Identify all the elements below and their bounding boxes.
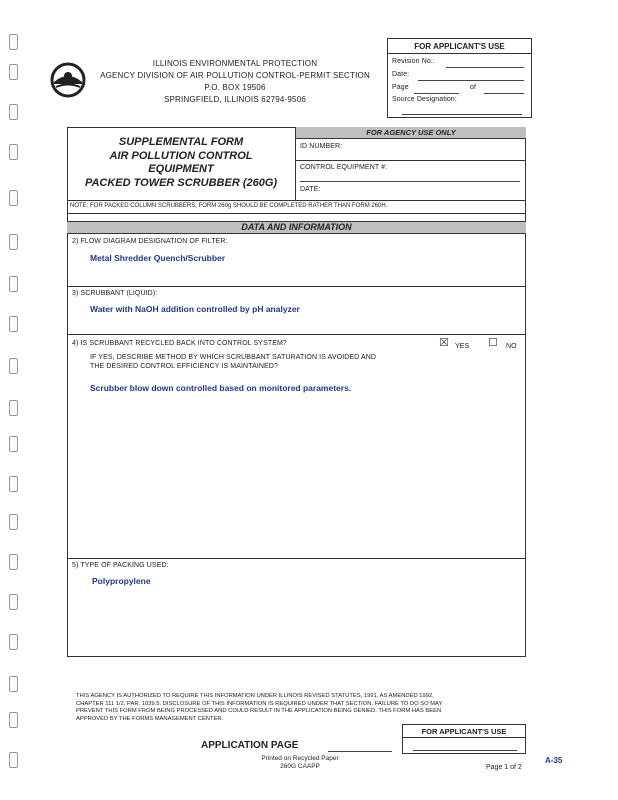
disclaimer-line: PREVENT THIS FORM FROM BEING PROCESSED AND COULD RESULT IN THE APPLICATION BEING DENIED. THIS FORM HAS BEEN xyxy=(76,708,442,714)
printed-line: Printed on Recycled Paper xyxy=(261,755,339,762)
binder-hole xyxy=(9,676,18,692)
page-of-total: Page 1 of 2 xyxy=(486,764,522,771)
binder-hole xyxy=(9,276,18,292)
q2-label: 2) FLOW DIAGRAM DESIGNATION OF FILTER: xyxy=(72,238,228,245)
q4-label: 4) IS SCRUBBANT RECYCLED BACK INTO CONTROL SYSTEM? xyxy=(72,340,287,347)
q4-sub-line: IF YES, DESCRIBE METHOD BY WHICH SCRUBBANT SATURATION IS AVOIDED AND xyxy=(90,354,377,361)
application-page-field[interactable] xyxy=(328,751,392,752)
q4-sub-line: THE DESIRED CONTROL EFFICIENCY IS MAINTAINED? xyxy=(90,363,278,370)
page-field[interactable] xyxy=(414,93,459,94)
agency-line: SPRINGFIELD, ILLINOIS 62794-9506 xyxy=(163,95,307,104)
footer-applicant-title: FOR APPLICANT'S USE xyxy=(421,727,507,736)
applicant-date-label: Date: xyxy=(392,71,410,78)
form-title-line: EQUIPMENT xyxy=(148,163,214,175)
binder-hole xyxy=(9,190,18,206)
no-checkbox[interactable]: ☐ xyxy=(488,337,498,349)
q4-answer[interactable]: Scrubber blow down controlled based on monitored parameters. xyxy=(90,383,352,393)
form-title-line: AIR POLLUTION CONTROL xyxy=(109,149,253,162)
footer-applicant-box xyxy=(402,724,526,754)
printed-note xyxy=(235,755,365,771)
form-note: NOTE: FOR PACKED COLUMN SCRUBBERS, FORM 260g SHOULD BE COMPLETED RATHER THAN FORM 260H. xyxy=(70,203,388,209)
control-equipment-field[interactable] xyxy=(300,181,520,182)
q2-answer[interactable]: Metal Shredder Quench/Scrubber xyxy=(90,253,226,263)
no-label: NO xyxy=(506,343,517,350)
source-label: Source Designation: xyxy=(392,96,457,103)
binder-hole xyxy=(9,476,18,492)
binder-hole xyxy=(9,144,18,160)
applicant-use-box xyxy=(387,38,532,118)
binder-hole xyxy=(9,554,18,570)
binder-hole xyxy=(9,358,18,374)
of-label: of xyxy=(470,84,477,91)
form-title-line: PACKED TOWER SCRUBBER (260G) xyxy=(84,176,278,189)
form-title-line: SUPPLEMENTAL FORM xyxy=(118,136,244,148)
binder-hole xyxy=(9,752,18,768)
page-number: A-35 xyxy=(545,756,563,765)
of-field[interactable] xyxy=(484,93,524,94)
agency-line: AGENCY DIVISION OF AIR POLLUTION CONTROL-PERMIT SECTION xyxy=(100,71,370,80)
disclaimer-line: THIS AGENCY IS AUTHORIZED TO REQUIRE THIS INFORMATION UNDER ILLINOIS REVISED STATUTES, 1991, AS AMENDED 1992, xyxy=(76,693,434,699)
applicant-date-field[interactable] xyxy=(418,80,524,81)
binder-hole xyxy=(9,64,18,80)
yes-label: YES xyxy=(455,343,470,350)
footer-applicant-field[interactable] xyxy=(413,750,517,751)
agency-use-title: FOR AGENCY USE ONLY xyxy=(296,127,526,138)
binder-hole xyxy=(9,400,18,416)
q3-answer[interactable]: Water with NaOH addition controlled by pH analyzer xyxy=(90,304,300,314)
id-number-label: ID NUMBER: xyxy=(300,143,343,150)
revision-field[interactable] xyxy=(446,67,524,68)
binder-hole xyxy=(9,712,18,728)
binder-hole xyxy=(9,436,18,452)
yes-checkbox[interactable]: ☒ xyxy=(439,337,449,349)
disclaimer xyxy=(76,693,526,723)
agency-date-label: DATE: xyxy=(300,186,321,193)
binder-hole xyxy=(9,104,18,120)
application-page-label: APPLICATION PAGE xyxy=(201,740,299,751)
agency-line: P.O. BOX 19506 xyxy=(204,83,266,92)
binder-hole xyxy=(9,634,18,650)
binder-hole xyxy=(9,234,18,250)
binder-hole xyxy=(9,514,18,530)
form-title xyxy=(70,136,292,190)
binder-hole xyxy=(9,34,18,50)
binder-hole xyxy=(9,594,18,610)
binder-hole xyxy=(9,316,18,332)
source-field[interactable] xyxy=(402,114,522,115)
q5-label: 5) TYPE OF PACKING USED: xyxy=(72,562,169,569)
revision-label: Revision No.: xyxy=(392,58,435,65)
agency-line: ILLINOIS ENVIRONMENTAL PROTECTION xyxy=(152,59,318,68)
disclaimer-line: APPROVED BY THE FORMS MANAGEMENT CENTER. xyxy=(76,715,224,722)
control-equipment-label: CONTROL EQUIPMENT #: xyxy=(300,164,388,171)
agency-logo xyxy=(50,62,86,98)
disclaimer-line: CHAPTER 111 1/2, PAR. 1039.5. DISCLOSURE OF THIS INFORMATION IS REQUIRED UNDER THAT SECTION. FAILURE TO DO SO MAY xyxy=(76,700,443,707)
agency-address xyxy=(90,58,380,106)
q3-label: 3) SCRUBBANT (LIQUID): xyxy=(72,290,158,297)
q5-answer[interactable]: Polypropylene xyxy=(92,576,151,586)
section-title: DATA AND INFORMATION xyxy=(67,221,526,233)
page-label: Page xyxy=(392,84,409,91)
applicant-box-title: FOR APPLICANT'S USE xyxy=(414,42,505,51)
printed-line: 260G CAAPP xyxy=(280,763,320,770)
